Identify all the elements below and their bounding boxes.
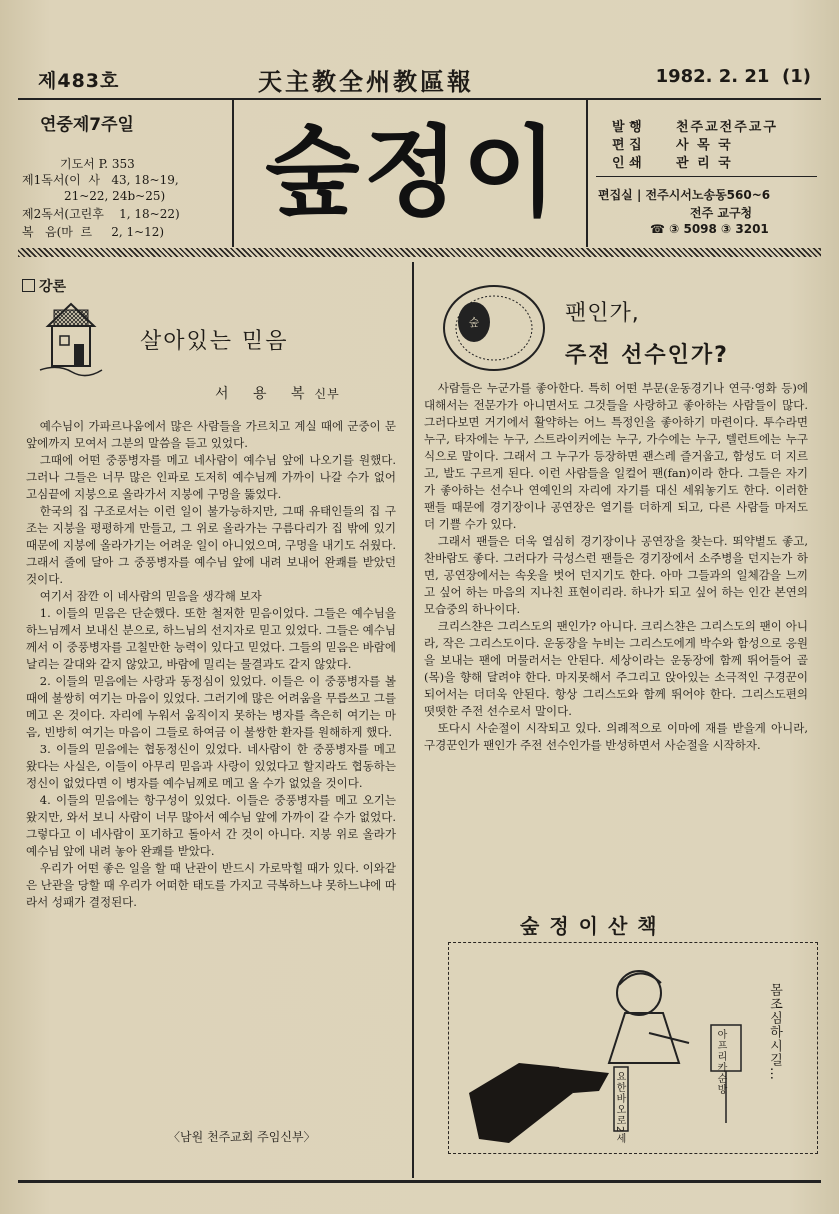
masthead [18, 60, 821, 100]
svg-text:숲: 숲 [468, 316, 480, 329]
header-divider-right [586, 99, 588, 247]
issue-date: 1982. 2. 21 (1) [655, 66, 811, 87]
editorial-paragraph: 그때에 어떤 중풍병자를 메고 네사람이 예수님 앞에 나오기를 원했다. 그러나 그들은 너무 많은 인파로 도저히 예수님께 가까이 나갈 수가 없어 고심끝에 지붕으로 올라가서 지붕에 구멍을 뚫었다. [26, 453, 396, 501]
editorial-paragraph: 예수님이 가파르나움에서 많은 사람들을 가르치고 계실 때에 군중이 문앞에까지 모여서 그분의 말씀을 듣고 있었다. [26, 419, 396, 450]
reading-prayerbook: 기도서 P. 353 [60, 157, 135, 171]
office-name: 전주 교구청 [690, 206, 753, 220]
newspaper-title: 숲정이 [265, 116, 562, 230]
reading-first-cont: 21~22, 24b~25) [22, 189, 166, 203]
column-paragraph: 또다시 사순절이 시작되고 있다. 의례적으로 이마에 재를 받을게 아니라, 구경꾼인가 팬인가 주전 선수인가를 반성하면서 사순절을 시작하자. [424, 721, 808, 752]
column-paragraph: 그래서 팬들은 더욱 열심히 경기장이나 공연장을 찾는다. 뙤약볕도 좋고, 찬바람도 좋다. 그러다가 극성스런 팬들은 경기장에서 소주병을 던지는가 하면, 공연장에서는 속옷을 벗어 던지기도 한다. 아마 그들과의 일체감을 느끼고 싶어 하는 마음의 지나친 표현이리라. 하나가 되고 싶어 하는 인간 본연의 모습중의 하나이다. [424, 534, 808, 616]
page-number: (1) [782, 66, 811, 87]
editorial-paragraph: 1. 이들의 믿음은 단순했다. 또한 철저한 믿음이었다. 그들은 예수님을 하느님께서 보내신 분으로, 하느님의 선지자로 믿고 있었다. 그들은 예수님께서 이 중풍병자를 고칠만한 능력이 있다고 믿었다. 그들의 믿음은 바람에 날리는 갈대와 같지 않았고, 바람에 밀리는 물결과도 같지 않았다. [26, 606, 396, 671]
reading-gospel: 복 음(마 르 2, 1~12) [22, 225, 165, 239]
editor-label: 편 집 [612, 138, 642, 153]
cartoon-caption: 몸조심하시길… [767, 983, 782, 1081]
reading-second: 제2독서(고린후 1, 18~22) [22, 207, 180, 221]
column-divider [412, 262, 414, 1178]
church-house-icon [38, 296, 104, 382]
editorial-paragraph: 한국의 집 구조로서는 이런 일이 불가능하지만, 그때 유태인들의 집 구조는 지붕을 평평하게 만들고, 그 위로 올라가는 구름다리가 집 밖에 있기 때문에 지붕에 올라가기는 어려운 일이 아니었으며, 구멍을 내기도 쉬웠다. 그래서 줄에 달아 그 중풍병자를 예수님 앞에 내려 보내어 완쾌를 받았던 것이다. [26, 504, 396, 586]
publisher-divider [596, 176, 817, 177]
cartoon-frame [448, 942, 818, 1154]
cartoon-section-title: 숲정이산책 [520, 914, 667, 938]
editorial-paragraph: 3. 이들의 믿음에는 협동정신이 있었다. 네사람이 한 중풍병자를 메고 왔다는 사실은, 이들이 아무리 믿음과 사랑이 있었다고 할지라도 협동하는 정신이 없었다면 이 병자를 예수님께로 메고 올 수가 없었을 것이다. [26, 742, 396, 790]
cartoon-sign-right: 아프리카순방 [715, 1029, 726, 1095]
office-address: 편집실 | 전주시서노송동560~6 [598, 188, 771, 202]
square-icon [22, 279, 35, 292]
paper-name: 天主教全州教區報 [258, 67, 474, 96]
footer-rule [18, 1180, 821, 1183]
publisher-value: 천주교전주교구 [676, 120, 778, 135]
header-divider-left [232, 99, 234, 247]
editorial-paragraph: 우리가 어떤 좋은 일을 할 때 난관이 반드시 가로막힐 때가 있다. 이와같은 난관을 당할 때 우리가 어떠한 태도를 가지고 극복하느냐 못하느냐에 따라서 성패가 결정된다. [26, 861, 396, 909]
editorial-signature: 〈남원 천주교회 주임신부〉 [168, 1130, 316, 1144]
column-title-line2: 주전 선수인가? [565, 343, 729, 368]
editorial-body [26, 418, 396, 911]
reading-first: 제1독서(이 사 43, 18~19, [22, 173, 179, 187]
header-hatch-divider [18, 248, 821, 257]
printer-value: 관 리 국 [676, 156, 733, 171]
office-phone: ☎ ③ 5098 ③ 3201 [650, 222, 769, 236]
editorial-paragraph: 4. 이들의 믿음에는 항구성이 있었다. 이들은 중풍병자를 메고 오기는 왔지만, 와서 보니 사람이 너무 많아서 예수님 앞에 가까이 갈 수가 없었다. 그렇다고 이 네사람이 포기하고 돌아서 간 것이 아니다. 지붕 위로 올라가 예수님 앞에 내려 놓아 완쾌를 받았다. [26, 793, 396, 858]
editorial-title: 살아있는 믿음 [140, 329, 289, 354]
column-paragraph: 크리스챤은 그리스도의 팬인가? 아니다. 크리스챤은 그리스도의 팬이 아니라, 작은 그리스도이다. 운동장을 누비는 그리스도에게 박수와 함성으로 응원을 보내는 팬에 머물러서는 안된다. 세상이라는 운동장에 함께 뛰어들어 골(목)을 향해 달려야 한다. 마지못해서 주그리고 앉아있는 소극적인 구경꾼이 되어서는 더더욱 안된다. 항상 그리스도와 함께 뛰어야 한다. 그리스도편의 떳떳한 주전 선수로서 말이다. [424, 619, 808, 718]
editor-value: 사 목 국 [676, 138, 733, 153]
printer-label: 인 쇄 [612, 156, 642, 171]
publisher-label: 발 행 [612, 120, 642, 135]
editorial-paragraph: 여기서 잠깐 이 네사람의 믿음을 생각해 보자 [39, 589, 262, 603]
cartoon-sign-left: 요한바오로2세 [614, 1071, 625, 1145]
section-label: 강론 [22, 276, 66, 296]
editorial-paragraph: 2. 이들의 믿음에는 사랑과 동정심이 있었다. 이들은 이 중풍병자를 볼 때에 불쌍히 여기는 마음이 있었다. 그러기에 많은 어려움을 무릅쓰고 그를 메고 온 것이다. 자리에 누워서 움직이지 못하는 병자를 측은히 여기는 마음, 빈방히 여기는 마음이 그들로 하여금 이 불쌍한 환자를 원해하게 했다. [26, 674, 396, 739]
issue-number: 제483호 [38, 70, 120, 92]
column-body [424, 380, 808, 754]
column-paragraph: 사람들은 누군가를 좋아한다. 특히 어떤 부문(운동경기나 연극·영화 등)에 대해서는 전문가가 아니면서도 그것들을 사랑하고 좋아하는 사람들이 많다. 그러다보면 거기에서 활약하는 어느 특정인을 좋아하기 마련이다. 투수라면 누구, 타자에는 누구, 스트라이커에는 누구, 가수에는 누구, 텔런트에는 누구 식으로 말이다. 그래서 그 누구가 등장하면 괜스레 즐거웁고, 함성도 더 지르고, 발도 구르게 된다. 이런 사람들을 일컬어 팬(fan)이라 한다. 그들은 자기가 좋아하는 선수나 연예인의 자리에 자기를 대신 세워놓기도 한다. 이러한 팬들 때문에 경기장이나 공연장은 열기를 더하게 되고, 다른 사람들 마저도 더 기쁠 수가 있다. [424, 381, 808, 531]
column-title-line1: 팬인가, [565, 301, 640, 326]
torn-paper-icon [440, 282, 548, 374]
editorial-author: 서 용 복신부 [215, 386, 340, 402]
cartoon-illustration-icon [449, 943, 817, 1153]
liturgical-week: 연중제7주일 [40, 115, 134, 135]
masthead-rule [18, 98, 821, 100]
